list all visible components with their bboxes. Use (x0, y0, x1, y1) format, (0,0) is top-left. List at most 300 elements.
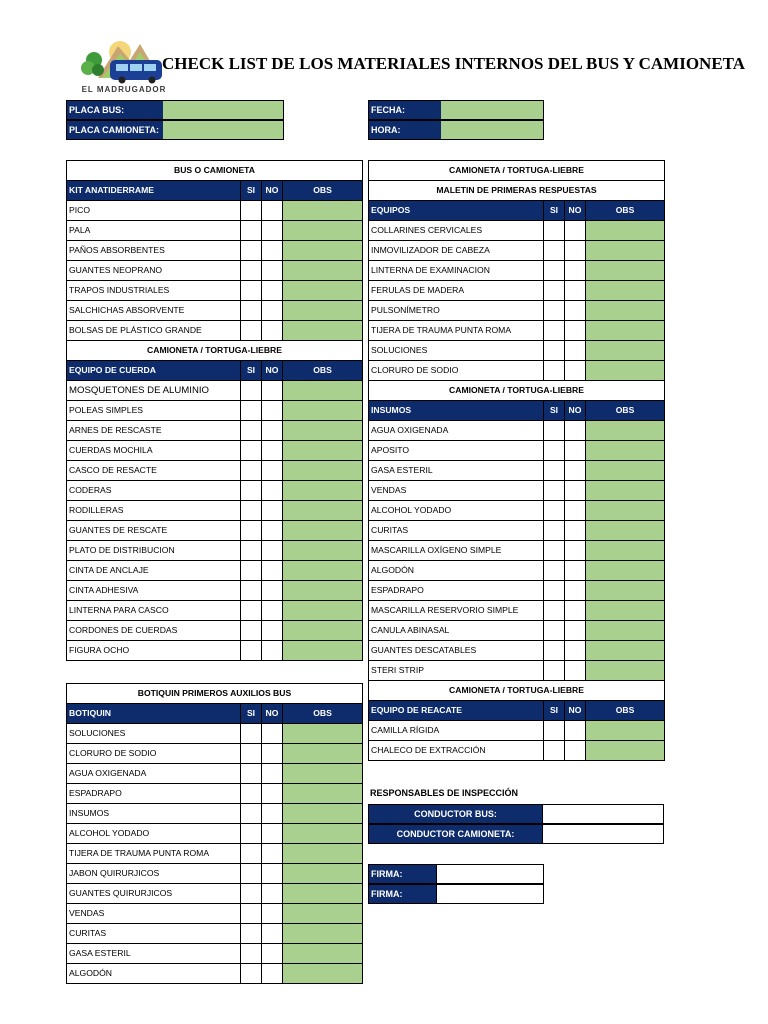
no-checkbox[interactable] (262, 481, 283, 501)
si-checkbox[interactable] (544, 521, 565, 541)
checklist-row (369, 461, 665, 481)
no-checkbox[interactable] (565, 241, 586, 261)
obs-input[interactable] (586, 561, 665, 581)
checklist-row (369, 621, 665, 641)
section-title: BOTIQUIN PRIMEROS AUXILIOS BUS (67, 684, 363, 704)
item-label: COLLARINES CERVICALES (369, 221, 544, 241)
placa-bus-input[interactable] (163, 101, 283, 119)
checklist-row (369, 541, 665, 561)
no-checkbox[interactable] (262, 301, 283, 321)
item-label: CHALECO DE EXTRACCIÓN (369, 741, 544, 761)
si-checkbox[interactable] (241, 764, 262, 784)
hora-label: HORA: (369, 121, 441, 139)
no-checkbox[interactable] (262, 621, 283, 641)
obs-input[interactable] (283, 461, 363, 481)
obs-input[interactable] (283, 301, 363, 321)
obs-input[interactable] (586, 521, 665, 541)
obs-input[interactable] (283, 521, 363, 541)
checklist-row (67, 784, 363, 804)
checklist-row (67, 621, 363, 641)
si-checkbox[interactable] (241, 461, 262, 481)
si-checkbox[interactable] (544, 481, 565, 501)
checklist-row (67, 864, 363, 884)
obs-input[interactable] (586, 481, 665, 501)
si-checkbox[interactable] (241, 521, 262, 541)
no-checkbox[interactable] (565, 621, 586, 641)
obs-input[interactable] (283, 844, 363, 864)
no-checkbox[interactable] (262, 964, 283, 984)
si-checkbox[interactable] (544, 261, 565, 281)
company-logo (68, 38, 180, 94)
checklist-row (369, 221, 665, 241)
conductor-camioneta-input[interactable] (543, 825, 663, 843)
no-header: NO (262, 361, 283, 381)
item-label: AGUA OXIGENADA (67, 764, 241, 784)
si-checkbox[interactable] (544, 281, 565, 301)
si-checkbox[interactable] (241, 301, 262, 321)
no-checkbox[interactable] (262, 561, 283, 581)
fecha-row (368, 100, 544, 120)
no-checkbox[interactable] (565, 541, 586, 561)
si-checkbox[interactable] (241, 844, 262, 864)
no-checkbox[interactable] (262, 844, 283, 864)
no-checkbox[interactable] (565, 301, 586, 321)
si-checkbox[interactable] (241, 601, 262, 621)
checklist-row (369, 261, 665, 281)
si-checkbox[interactable] (544, 241, 565, 261)
checklist-row (369, 301, 665, 321)
no-checkbox[interactable] (262, 784, 283, 804)
checklist-row (67, 301, 363, 321)
item-label: PULSONÍMETRO (369, 301, 544, 321)
no-checkbox[interactable] (262, 461, 283, 481)
si-checkbox[interactable] (241, 641, 262, 661)
column-header-row (369, 401, 665, 421)
obs-input[interactable] (586, 301, 665, 321)
si-checkbox[interactable] (544, 561, 565, 581)
checklist-row (67, 904, 363, 924)
no-checkbox[interactable] (262, 421, 283, 441)
obs-input[interactable] (586, 581, 665, 601)
no-checkbox[interactable] (262, 401, 283, 421)
obs-input[interactable] (586, 601, 665, 621)
firma-input[interactable] (438, 865, 543, 883)
item-label: CAMILLA RÍGIDA (369, 721, 544, 741)
checklist-row (67, 261, 363, 281)
checklist-row (369, 361, 665, 381)
obs-input[interactable] (283, 944, 363, 964)
si-checkbox[interactable] (241, 884, 262, 904)
checklist-row (369, 241, 665, 261)
item-label: SOLUCIONES (369, 341, 544, 361)
item-label: ESPADRAPO (369, 581, 544, 601)
section-title: BUS O CAMIONETA (67, 161, 363, 181)
no-checkbox[interactable] (565, 661, 586, 681)
si-checkbox[interactable] (241, 321, 262, 341)
item-label: CURITAS (369, 521, 544, 541)
item-label: CUERDAS MOCHILA (67, 441, 241, 461)
obs-input[interactable] (283, 764, 363, 784)
obs-input[interactable] (283, 804, 363, 824)
checklist-row (369, 481, 665, 501)
item-label: AGUA OXIGENADA (369, 421, 544, 441)
item-label: PLATO DE DISTRIBUCION (67, 541, 241, 561)
checklist-row (67, 561, 363, 581)
checklist-row (67, 601, 363, 621)
section-title: CAMIONETA / TORTUGA-LIEBRE (369, 681, 665, 701)
checklist-row (67, 541, 363, 561)
item-label: PALA (67, 221, 241, 241)
item-label: GASA ESTERIL (67, 944, 241, 964)
obs-input[interactable] (283, 381, 363, 401)
obs-input[interactable] (283, 561, 363, 581)
obs-input[interactable] (586, 501, 665, 521)
firma-label: FIRMA: (369, 885, 437, 903)
obs-input[interactable] (283, 744, 363, 764)
obs-input[interactable] (586, 341, 665, 361)
item-label: BOLSAS DE PLÁSTICO GRANDE (67, 321, 241, 341)
item-label: CASCO DE RESACTE (67, 461, 241, 481)
obs-input[interactable] (586, 421, 665, 441)
no-header: NO (565, 701, 586, 721)
bus-logo-icon (68, 38, 180, 86)
item-label: CURITAS (67, 924, 241, 944)
section-title: CAMIONETA / TORTUGA-LIEBRE (67, 341, 363, 361)
si-checkbox[interactable] (241, 784, 262, 804)
si-header: SI (241, 704, 262, 724)
obs-input[interactable] (586, 541, 665, 561)
si-checkbox[interactable] (241, 541, 262, 561)
obs-input[interactable] (586, 281, 665, 301)
no-header: NO (565, 201, 586, 221)
conductor-bus-label: CONDUCTOR BUS: (369, 805, 543, 823)
checklist-row (369, 561, 665, 581)
checklist-row (67, 581, 363, 601)
si-header: SI (241, 361, 262, 381)
item-label: GUANTES QUIRURJICOS (67, 884, 241, 904)
si-checkbox[interactable] (241, 561, 262, 581)
checklist-row (67, 844, 363, 864)
no-checkbox[interactable] (262, 641, 283, 661)
si-checkbox[interactable] (241, 964, 262, 984)
si-header: SI (544, 701, 565, 721)
obs-input[interactable] (283, 581, 363, 601)
obs-input[interactable] (283, 501, 363, 521)
si-checkbox[interactable] (544, 661, 565, 681)
checklist-row (67, 964, 363, 984)
checklist-row (67, 281, 363, 301)
firma-label: FIRMA: (369, 865, 437, 883)
checklist-row (369, 341, 665, 361)
si-checkbox[interactable] (544, 321, 565, 341)
obs-input[interactable] (586, 661, 665, 681)
obs-input[interactable] (283, 261, 363, 281)
no-header: NO (262, 181, 283, 201)
checklist-row (67, 824, 363, 844)
obs-input[interactable] (283, 281, 363, 301)
item-label: PICO (67, 201, 241, 221)
checklist-row (369, 441, 665, 461)
obs-input[interactable] (283, 784, 363, 804)
obs-input[interactable] (283, 401, 363, 421)
si-checkbox[interactable] (241, 724, 262, 744)
no-checkbox[interactable] (262, 804, 283, 824)
no-checkbox[interactable] (565, 601, 586, 621)
si-checkbox[interactable] (544, 221, 565, 241)
placa-bus-label: PLACA BUS: (67, 101, 163, 119)
si-checkbox[interactable] (544, 301, 565, 321)
item-label: SALCHICHAS ABSORVENTE (67, 301, 241, 321)
checklist-row (67, 744, 363, 764)
obs-input[interactable] (283, 601, 363, 621)
no-checkbox[interactable] (262, 221, 283, 241)
no-checkbox[interactable] (262, 501, 283, 521)
si-checkbox[interactable] (544, 501, 565, 521)
si-checkbox[interactable] (544, 461, 565, 481)
obs-input[interactable] (586, 741, 665, 761)
column-header-row (67, 361, 363, 381)
obs-input[interactable] (283, 481, 363, 501)
section-title: CAMIONETA / TORTUGA-LIEBRE (369, 381, 665, 401)
si-checkbox[interactable] (241, 501, 262, 521)
item-label: CODERAS (67, 481, 241, 501)
si-header: SI (241, 181, 262, 201)
si-checkbox[interactable] (241, 804, 262, 824)
conductor-camioneta-row (368, 824, 664, 844)
no-checkbox[interactable] (565, 321, 586, 341)
obs-input[interactable] (283, 864, 363, 884)
column-header-row (369, 201, 665, 221)
si-checkbox[interactable] (241, 441, 262, 461)
no-checkbox[interactable] (565, 441, 586, 461)
no-checkbox[interactable] (565, 221, 586, 241)
checklist-row (67, 924, 363, 944)
obs-input[interactable] (283, 621, 363, 641)
checklist-row (369, 641, 665, 661)
obs-input[interactable] (586, 321, 665, 341)
si-checkbox[interactable] (544, 601, 565, 621)
obs-input[interactable] (586, 221, 665, 241)
obs-input[interactable] (586, 361, 665, 381)
checklist-row (67, 421, 363, 441)
no-checkbox[interactable] (565, 561, 586, 581)
obs-input[interactable] (283, 241, 363, 261)
no-checkbox[interactable] (262, 241, 283, 261)
responsables-title: RESPONSABLES DE INSPECCIÓN (370, 788, 519, 798)
item-label: CLORURO DE SODIO (67, 744, 241, 764)
checklist-row (67, 641, 363, 661)
obs-input[interactable] (283, 421, 363, 441)
item-label: CLORURO DE SODIO (369, 361, 544, 381)
no-checkbox[interactable] (565, 741, 586, 761)
si-checkbox[interactable] (241, 221, 262, 241)
no-checkbox[interactable] (565, 481, 586, 501)
no-header: NO (262, 704, 283, 724)
si-checkbox[interactable] (241, 581, 262, 601)
si-checkbox[interactable] (241, 864, 262, 884)
item-label: ALGODÓN (369, 561, 544, 581)
checklist-row (369, 501, 665, 521)
si-checkbox[interactable] (544, 541, 565, 561)
obs-input[interactable] (586, 261, 665, 281)
no-checkbox[interactable] (262, 441, 283, 461)
hora-input[interactable] (441, 121, 543, 139)
no-checkbox[interactable] (262, 884, 283, 904)
firma-row-2 (368, 884, 544, 904)
section-title: CAMIONETA / TORTUGA-LIEBRE (369, 161, 665, 181)
obs-header: OBS (283, 181, 363, 201)
no-checkbox[interactable] (262, 381, 283, 401)
si-checkbox[interactable] (241, 281, 262, 301)
hora-row (368, 120, 544, 140)
item-label: VENDAS (369, 481, 544, 501)
si-checkbox[interactable] (544, 721, 565, 741)
no-checkbox[interactable] (262, 744, 283, 764)
obs-header: OBS (586, 201, 665, 221)
obs-input[interactable] (283, 441, 363, 461)
group-header: KIT ANATIDERRAME (67, 181, 241, 201)
obs-input[interactable] (283, 824, 363, 844)
item-label: SOLUCIONES (67, 724, 241, 744)
left-checklist-table (66, 160, 363, 661)
si-checkbox[interactable] (241, 481, 262, 501)
si-checkbox[interactable] (544, 421, 565, 441)
si-checkbox[interactable] (544, 361, 565, 381)
si-checkbox[interactable] (241, 241, 262, 261)
si-checkbox[interactable] (544, 621, 565, 641)
no-checkbox[interactable] (262, 521, 283, 541)
no-checkbox[interactable] (262, 281, 283, 301)
no-checkbox[interactable] (262, 924, 283, 944)
no-checkbox[interactable] (262, 824, 283, 844)
obs-input[interactable] (586, 441, 665, 461)
fecha-input[interactable] (441, 101, 543, 119)
obs-input[interactable] (283, 221, 363, 241)
document-title: CHECK LIST DE LOS MATERIALES INTERNOS DEL BUS Y CAMIONETA (162, 54, 746, 73)
no-checkbox[interactable] (262, 541, 283, 561)
obs-input[interactable] (283, 541, 363, 561)
si-checkbox[interactable] (241, 924, 262, 944)
si-checkbox[interactable] (544, 441, 565, 461)
obs-input[interactable] (283, 964, 363, 984)
obs-input[interactable] (283, 201, 363, 221)
si-checkbox[interactable] (241, 421, 262, 441)
obs-input[interactable] (586, 641, 665, 661)
botiquin-table (66, 683, 363, 984)
no-checkbox[interactable] (262, 864, 283, 884)
no-checkbox[interactable] (262, 201, 283, 221)
item-label: LINTERNA PARA CASCO (67, 601, 241, 621)
checklist-row (369, 281, 665, 301)
obs-input[interactable] (283, 884, 363, 904)
item-label: TIJERA DE TRAUMA PUNTA ROMA (67, 844, 241, 864)
item-label: LINTERNA DE EXAMINACION (369, 261, 544, 281)
logo-text: EL MADRUGADOR (81, 85, 167, 94)
obs-header: OBS (283, 361, 363, 381)
item-label: CINTA ADHESIVA (67, 581, 241, 601)
si-checkbox[interactable] (544, 341, 565, 361)
no-checkbox[interactable] (565, 341, 586, 361)
no-checkbox[interactable] (262, 944, 283, 964)
obs-input[interactable] (586, 241, 665, 261)
item-label: POLEAS SIMPLES (67, 401, 241, 421)
no-checkbox[interactable] (565, 361, 586, 381)
obs-input[interactable] (586, 621, 665, 641)
si-checkbox[interactable] (241, 744, 262, 764)
no-checkbox[interactable] (565, 721, 586, 741)
si-checkbox[interactable] (241, 944, 262, 964)
no-checkbox[interactable] (565, 501, 586, 521)
si-checkbox[interactable] (544, 641, 565, 661)
checklist-row (67, 481, 363, 501)
no-checkbox[interactable] (565, 261, 586, 281)
obs-input[interactable] (283, 321, 363, 341)
item-label: TIJERA DE TRAUMA PUNTA ROMA (369, 321, 544, 341)
si-checkbox[interactable] (241, 261, 262, 281)
item-label: CINTA DE ANCLAJE (67, 561, 241, 581)
item-label: GUANTES DESCATABLES (369, 641, 544, 661)
obs-input[interactable] (283, 904, 363, 924)
obs-header: OBS (586, 401, 665, 421)
checklist-row (67, 201, 363, 221)
item-label: GUANTES NEOPRANO (67, 261, 241, 281)
si-checkbox[interactable] (241, 381, 262, 401)
no-checkbox[interactable] (262, 904, 283, 924)
checklist-row (369, 581, 665, 601)
section-subtitle: MALETIN DE PRIMERAS RESPUESTAS (369, 181, 665, 201)
no-checkbox[interactable] (262, 601, 283, 621)
obs-input[interactable] (283, 924, 363, 944)
no-checkbox[interactable] (565, 641, 586, 661)
conductor-bus-input[interactable] (543, 805, 663, 823)
no-checkbox[interactable] (565, 521, 586, 541)
placa-camioneta-input[interactable] (163, 121, 283, 139)
si-checkbox[interactable] (241, 401, 262, 421)
no-checkbox[interactable] (262, 724, 283, 744)
si-checkbox[interactable] (544, 581, 565, 601)
si-checkbox[interactable] (241, 824, 262, 844)
checklist-row (67, 441, 363, 461)
no-checkbox[interactable] (565, 421, 586, 441)
no-checkbox[interactable] (262, 764, 283, 784)
no-checkbox[interactable] (565, 461, 586, 481)
checklist-row (67, 521, 363, 541)
no-checkbox[interactable] (262, 261, 283, 281)
obs-input[interactable] (586, 721, 665, 741)
checklist-row (67, 804, 363, 824)
item-label: CORDONES DE CUERDAS (67, 621, 241, 641)
si-checkbox[interactable] (241, 621, 262, 641)
firma-input[interactable] (438, 885, 543, 903)
obs-input[interactable] (283, 641, 363, 661)
obs-input[interactable] (283, 724, 363, 744)
checklist-row (67, 501, 363, 521)
item-label: APOSITO (369, 441, 544, 461)
no-checkbox[interactable] (262, 321, 283, 341)
item-label: VENDAS (67, 904, 241, 924)
si-checkbox[interactable] (241, 904, 262, 924)
group-header: EQUIPO DE CUERDA (67, 361, 241, 381)
no-checkbox[interactable] (262, 581, 283, 601)
si-checkbox[interactable] (544, 741, 565, 761)
placa-camioneta-row (66, 120, 284, 140)
no-checkbox[interactable] (565, 581, 586, 601)
obs-header: OBS (283, 704, 363, 724)
no-checkbox[interactable] (565, 281, 586, 301)
item-label: MASCARILLA OXÍGENO SIMPLE (369, 541, 544, 561)
si-checkbox[interactable] (241, 201, 262, 221)
obs-input[interactable] (586, 461, 665, 481)
